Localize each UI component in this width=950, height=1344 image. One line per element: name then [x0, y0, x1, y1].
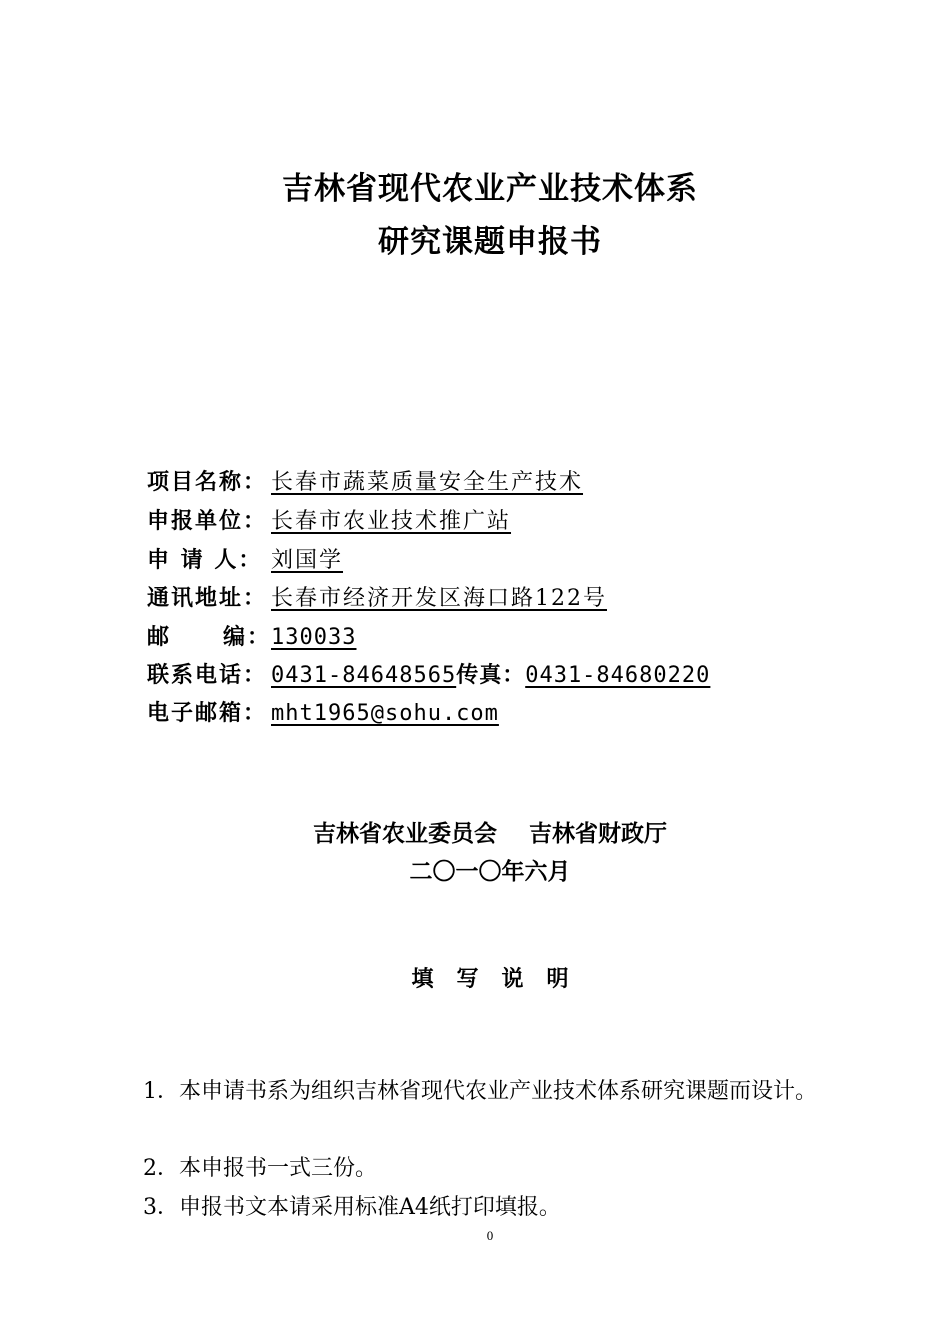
unit-label: 申报单位： — [147, 509, 268, 534]
phone-value: 0431-84648565 — [271, 663, 457, 688]
instruction-item-2: 2．本申报书一式三份。 — [143, 1156, 377, 1181]
postcode-label-left: 邮 — [147, 625, 172, 650]
project-name-value: 长春市蔬菜质量安全生产技术 — [271, 470, 584, 495]
postcode-label — [147, 622, 271, 654]
applicant-value: 刘国学 — [271, 548, 344, 573]
field-phone — [147, 660, 710, 692]
phone-label: 联系电话： — [147, 663, 268, 688]
applicant-label: 申 请 人： — [147, 548, 263, 573]
fax-value: 0431-84680220 — [525, 663, 711, 688]
field-unit — [147, 506, 511, 538]
instruction-item-3: 3．申报书文本请采用标准A4纸打印填报。 — [143, 1195, 561, 1220]
field-email — [147, 698, 499, 730]
instruction-item-1: 1．本申请书系为组织吉林省现代农业产业技术体系研究课题而设计。 — [143, 1079, 817, 1104]
project-name-label: 项目名称： — [147, 470, 268, 495]
issuer-organizations: 吉林省农业委员会 吉林省财政厅 — [312, 821, 668, 847]
document-title-line-2: 研究课题申报书 — [378, 224, 602, 260]
field-applicant — [147, 545, 343, 577]
field-address — [147, 583, 607, 615]
postcode-value: 130033 — [271, 625, 357, 650]
address-label: 通讯地址： — [147, 586, 268, 611]
address-value: 长春市经济开发区海口路122号 — [271, 586, 607, 611]
instructions-heading: 填 写 说 明 — [411, 967, 569, 992]
field-postcode — [147, 622, 356, 654]
page-number: 0 — [486, 1228, 494, 1243]
postcode-label-right: 编： — [222, 625, 271, 650]
issue-date: 二〇一〇年六月 — [409, 859, 571, 885]
fax-label: 传真： — [456, 663, 526, 688]
document-title-line-1: 吉林省现代农业产业技术体系 — [282, 171, 698, 207]
email-label: 电子邮箱： — [147, 701, 268, 726]
unit-value: 长春市农业技术推广站 — [271, 509, 512, 534]
field-project-name — [147, 467, 583, 499]
email-value: mht1965@sohu.com — [271, 701, 499, 726]
